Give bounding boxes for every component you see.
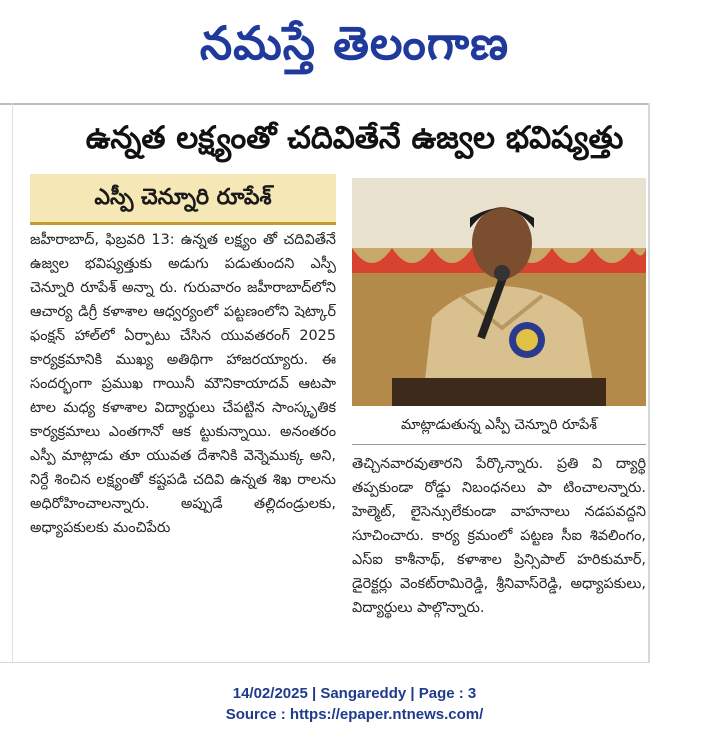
article-headline: ఉన్నత లక్ష్యంతో చదివితేనే ఉజ్వల భవిష్యత్తు (85, 120, 624, 156)
footer-date-edition: 14/02/2025 | Sangareddy | Page : 3 (232, 685, 477, 702)
right-rule (648, 103, 650, 663)
article-byline: ఎస్పీ చెన్నూరి రూపేశ్ (30, 174, 336, 225)
top-rule (0, 103, 648, 105)
footer (0, 683, 709, 725)
article-photo (352, 178, 646, 406)
article-body-left: జహీరాబాద్, ఫిబ్రవరి 13: ఉన్నత లక్ష్యం తో చదివితేనే ఉజ్వల భవిష్యత్తుకు అడుగు పడుతుందని ఎస్పీ చెన్నూరి రూపేశ్ అన్నా రు. గురువారం జహీరాబాద్‌లోని ఆచార్య డిగ్రీ కళాశాల ఆధ్వర్యంలో పట్టణంలోని షెట్కార్ ఫంక్షన్ హాల్‌లో ఏర్పాటు చేసిన యువతరంగ్ 2025 కార్యక్రమానికి ముఖ్య అతిథిగా హాజరయ్యారు. ఈ సందర్భంగా ప్రముఖ గాయినీ మౌనికాయాదవ్ ఆటపా టాల మధ్య కళాశాల విద్యార్థులు చేపట్టిన సాంస్కృతిక కార్యక్రమాలు ఎంతగానో ఆక ట్టుకున్నాయి. అనంతరం ఎస్పీ మాట్లాడు తూ యువత దేశానికి వెన్నెముక్క అని, నిర్దే శించిన లక్ష్యంతో కష్టపడి చదివి ఉన్నత శిఖ రాలను అధిరోహించాలన్నారు. అప్పుడే తల్లిదండ్రులకు, అధ్యాపకులకు మంచిపేరు (30, 232, 336, 536)
footer-source-link[interactable]: Source : https://epaper.ntnews.com/ (225, 706, 484, 723)
bottom-rule (0, 662, 648, 663)
left-rule (12, 103, 13, 663)
masthead-title: నమస్తే తెలంగాణ (199, 16, 510, 70)
photo-caption: మాట్లాడుతున్న ఎస్పీ చెన్నూరి రూపేశ్ (352, 406, 646, 445)
article-body-right: తెచ్చినవారవుతారని పేర్కొన్నారు. ప్రతి వి ద్యార్థి తప్పకుండా రోడ్డు నిబంధనలు పా టించాలన్నారు. హెల్మెట్, లైసెన్సులేకుండా వాహనాలు నడపవద్దని సూచించారు. కార్య క్రమంలో పట్టణ సీఐ శివలింగం, ఎస్ఐ కాశీనాథ్, కళాశాల ప్రిన్సిపాల్ హరికుమార్, డైరెక్టర్లు వెంకట్‌రామిరెడ్డి, శ్రీనివాస్‌రెడ్డి, అధ్యాపకులు, విద్యార్థులు పాల్గొన్నారు. (352, 456, 646, 616)
speaker-photo-illustration (352, 178, 646, 406)
